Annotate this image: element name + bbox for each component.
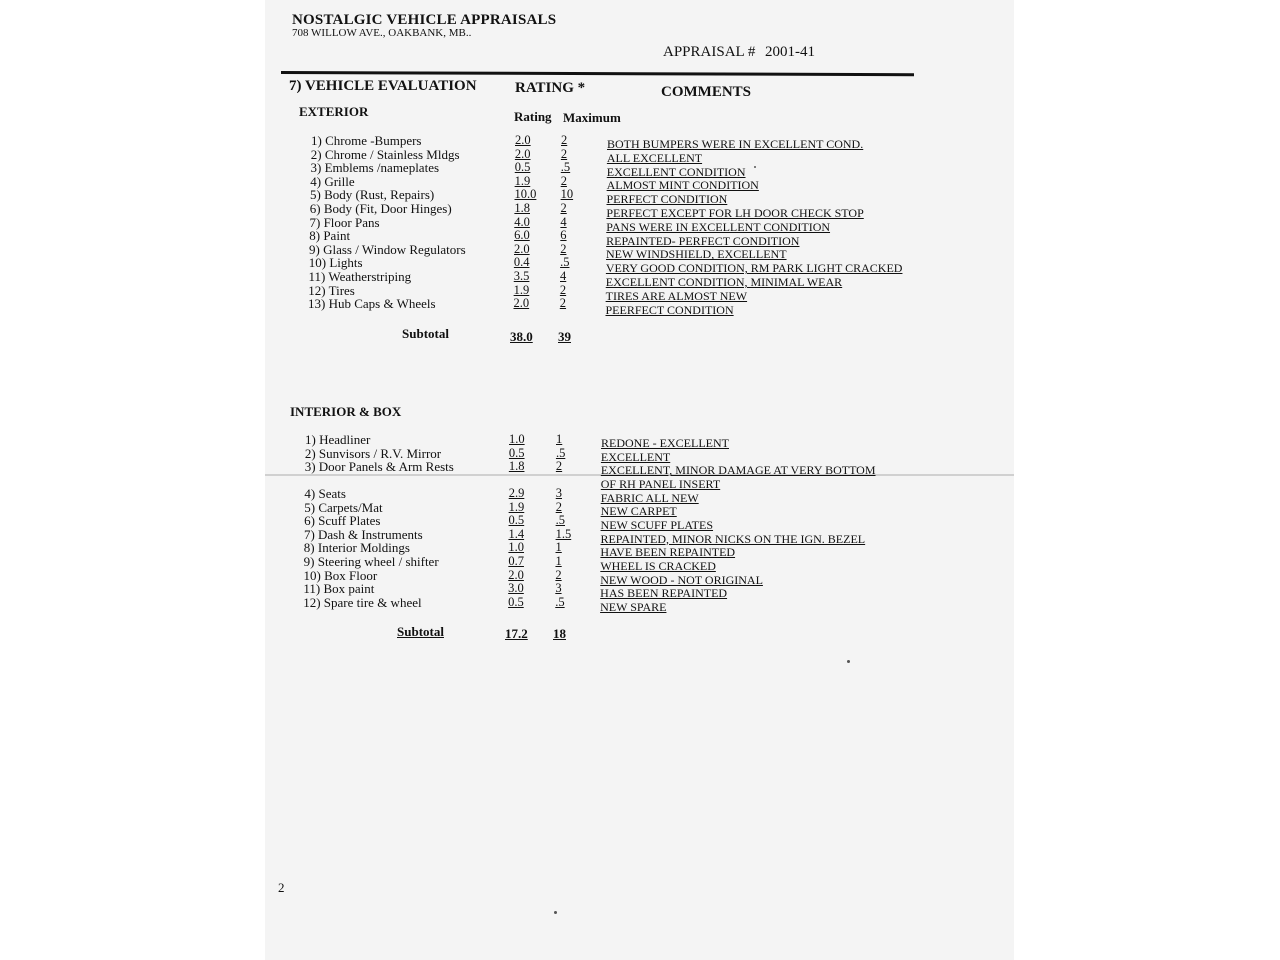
- page-number: 2: [278, 880, 285, 895]
- item-maximum: .5: [555, 445, 566, 460]
- item-label: 4) Grille: [310, 173, 355, 189]
- item-comment: TIRES ARE ALMOST NEW: [605, 288, 748, 303]
- item-rating: 3.0: [508, 581, 524, 596]
- item-comment: NEW SCUFF PLATES: [600, 517, 714, 532]
- item-label: 9) Steering wheel / shifter: [303, 553, 439, 569]
- item-label: 12) Tires: [308, 282, 355, 298]
- item-maximum: 10: [560, 187, 574, 202]
- item-rating: 4.0: [514, 214, 530, 229]
- maximum-column-header: Maximum: [563, 110, 621, 125]
- item-label: 13) Hub Caps & Wheels: [308, 296, 436, 312]
- item-comment: ALMOST MINT CONDITION: [606, 178, 759, 193]
- item-label: 11) Weatherstriping: [308, 269, 412, 284]
- item-label: 2) Chrome / Stainless Mldgs: [310, 146, 460, 162]
- item-rating: 1.8: [514, 201, 530, 215]
- item-rating: 2.0: [508, 567, 524, 582]
- item-label: 10) Lights: [308, 255, 363, 271]
- item-maximum: 2: [560, 173, 567, 188]
- item-rating: 2.0: [514, 241, 530, 256]
- item-maximum: 2: [559, 282, 567, 297]
- item-label: 9) Glass / Window Regulators: [309, 241, 466, 257]
- item-rating: 0.5: [514, 160, 531, 175]
- item-label: 6) Scuff Plates: [304, 513, 381, 529]
- item-maximum: .5: [555, 513, 565, 528]
- item-comment: PERFECT EXCEPT FOR LH DOOR CHECK STOP: [606, 206, 864, 220]
- item-maximum: 6: [560, 228, 567, 243]
- item-rating: 6.0: [514, 228, 530, 243]
- interior-subtotal-max: 18: [553, 626, 566, 641]
- interior-heading: INTERIOR & BOX: [290, 404, 402, 419]
- item-maximum: 3: [555, 581, 562, 596]
- item-comment: NEW WINDSHIELD, EXCELLENT: [606, 247, 787, 262]
- item-label: 7) Dash & Instruments: [303, 526, 423, 542]
- item-maximum: 1.5: [555, 526, 572, 541]
- item-rating: 1.8: [508, 459, 525, 474]
- interior-row: [265, 540, 1014, 560]
- item-maximum: 4: [560, 214, 567, 229]
- item-maximum: .5: [555, 594, 565, 609]
- company-name: NOSTALGIC VEHICLE APPRAISALS: [292, 12, 557, 28]
- item-comment: VERY GOOD CONDITION, RM PARK LIGHT CRACKED: [605, 261, 903, 276]
- exterior-subtotal-rating: 38.0: [510, 329, 533, 344]
- interior-row: [265, 513, 1014, 532]
- item-label: 7) Floor Pans: [309, 214, 380, 230]
- item-rating: 2.0: [515, 133, 531, 147]
- rating-column-header: Rating: [514, 109, 552, 124]
- exterior-heading: EXTERIOR: [299, 104, 369, 119]
- exterior-subtotal-max: 39: [558, 329, 571, 344]
- interior-row: [265, 459, 1014, 478]
- item-rating: 10.0: [514, 187, 537, 202]
- item-rating: 1.9: [513, 282, 530, 297]
- item-maximum: 2: [559, 296, 567, 311]
- item-comment: HAS BEEN REPAINTED: [600, 586, 728, 601]
- item-rating: 2.9: [508, 486, 525, 501]
- item-comment: OF RH PANEL INSERT: [600, 476, 721, 491]
- paper-speck: [754, 166, 756, 168]
- interior-row: [265, 432, 1014, 450]
- item-comment: EXCELLENT CONDITION: [606, 164, 746, 179]
- item-maximum: 4: [560, 269, 567, 283]
- item-label: 10) Box Floor: [303, 567, 378, 583]
- rating-title: RATING *: [515, 80, 586, 96]
- item-maximum: 2: [560, 201, 567, 215]
- item-comment: ALL EXCELLENT: [606, 150, 703, 165]
- item-maximum: 3: [555, 486, 562, 501]
- item-label: 4) Seats: [304, 486, 346, 502]
- paper-speck: [847, 660, 850, 663]
- item-rating: 0.5: [508, 594, 524, 609]
- item-comment: FABRIC ALL NEW: [600, 490, 699, 505]
- item-maximum: 2: [555, 499, 562, 514]
- item-comment: EXCELLENT: [600, 449, 671, 464]
- item-comment: WHEEL IS CRACKED: [600, 558, 716, 573]
- interior-row: [265, 594, 1014, 614]
- appraisal-number: 2001-41: [765, 44, 815, 60]
- item-maximum: 2: [560, 241, 567, 256]
- item-rating: 0.4: [513, 255, 530, 270]
- item-label: 8) Interior Moldings: [303, 540, 410, 556]
- item-label: 1) Headliner: [305, 432, 371, 447]
- item-label: 3) Door Panels & Arm Rests: [304, 459, 454, 475]
- company-address: 708 WILLOW AVE., OAKBANK, MB..: [292, 27, 472, 39]
- item-comment: NEW SPARE: [600, 599, 667, 614]
- item-maximum: 2: [555, 459, 563, 474]
- interior-row: [265, 581, 1014, 601]
- interior-subtotal-label: Subtotal: [397, 624, 444, 639]
- item-comment: REPAINTED, MINOR NICKS ON THE IGN. BEZEL: [600, 531, 866, 546]
- interior-subtotal-rating: 17.2: [505, 626, 528, 641]
- interior-row: [265, 486, 1014, 505]
- interior-row: [265, 526, 1014, 546]
- item-maximum: 2: [555, 567, 562, 582]
- comments-title: COMMENTS: [661, 84, 751, 100]
- item-label: 8) Paint: [309, 228, 351, 244]
- interior-row: [265, 567, 1014, 587]
- section-title: 7) VEHICLE EVALUATION: [289, 78, 477, 94]
- item-maximum: 1: [555, 540, 562, 555]
- interior-row: [265, 445, 1014, 464]
- interior-row: [265, 499, 1014, 519]
- item-rating: 2.0: [514, 146, 531, 161]
- item-comment: REDONE - EXCELLENT: [601, 436, 729, 450]
- item-comment: PEERFECT CONDITION: [605, 302, 734, 317]
- item-maximum: .5: [560, 255, 570, 270]
- item-maximum: 1: [556, 432, 563, 446]
- item-comment: PANS WERE IN EXCELLENT CONDITION: [606, 219, 831, 234]
- item-comment: HAVE BEEN REPAINTED: [600, 545, 736, 560]
- item-maximum: 1: [555, 553, 562, 568]
- item-rating: 3.5: [513, 269, 530, 283]
- item-rating: 1.0: [509, 432, 525, 446]
- item-comment: EXCELLENT, MINOR DAMAGE AT VERY BOTTOM: [600, 463, 876, 478]
- item-rating: 1.9: [514, 173, 531, 188]
- appraisal-page: [265, 0, 1014, 960]
- item-label: 6) Body (Fit, Door Hinges): [309, 201, 452, 216]
- item-rating: 0.5: [508, 513, 525, 528]
- item-label: 11) Box paint: [303, 581, 375, 597]
- item-label: 3) Emblems /nameplates: [310, 160, 440, 176]
- item-rating: 1.4: [508, 526, 525, 541]
- item-label: 5) Body (Rust, Repairs): [310, 187, 435, 203]
- item-rating: 1.0: [508, 540, 525, 555]
- item-rating: 0.7: [508, 553, 524, 568]
- paper-speck: [554, 911, 557, 914]
- exterior-subtotal-label: Subtotal: [402, 326, 449, 341]
- item-rating: 2.0: [513, 296, 530, 311]
- item-comment: BOTH BUMPERS WERE IN EXCELLENT COND.: [607, 137, 864, 151]
- item-maximum: 2: [560, 146, 568, 161]
- item-maximum: .5: [560, 160, 571, 175]
- item-comment: NEW WOOD - NOT ORIGINAL: [600, 572, 763, 587]
- interior-table: [265, 0, 1014, 960]
- item-label: 12) Spare tire & wheel: [303, 594, 422, 610]
- item-comment: EXCELLENT CONDITION, MINIMAL WEAR: [605, 275, 843, 289]
- item-rating: 0.5: [508, 445, 525, 460]
- item-label: 2) Sunvisors / R.V. Mirror: [304, 445, 442, 461]
- item-comment: REPAINTED- PERFECT CONDITION: [606, 233, 800, 248]
- item-maximum: 2: [561, 133, 568, 147]
- interior-row: [265, 553, 1014, 573]
- item-label: 5) Carpets/Mat: [304, 499, 383, 515]
- item-rating: 1.9: [508, 499, 525, 514]
- interior-row: [265, 473, 1014, 491]
- item-comment: PERFECT CONDITION: [606, 192, 728, 207]
- item-label: 1) Chrome -Bumpers: [311, 133, 422, 148]
- appraisal-label: APPRAISAL #: [663, 44, 756, 60]
- item-comment: NEW CARPET: [600, 504, 677, 519]
